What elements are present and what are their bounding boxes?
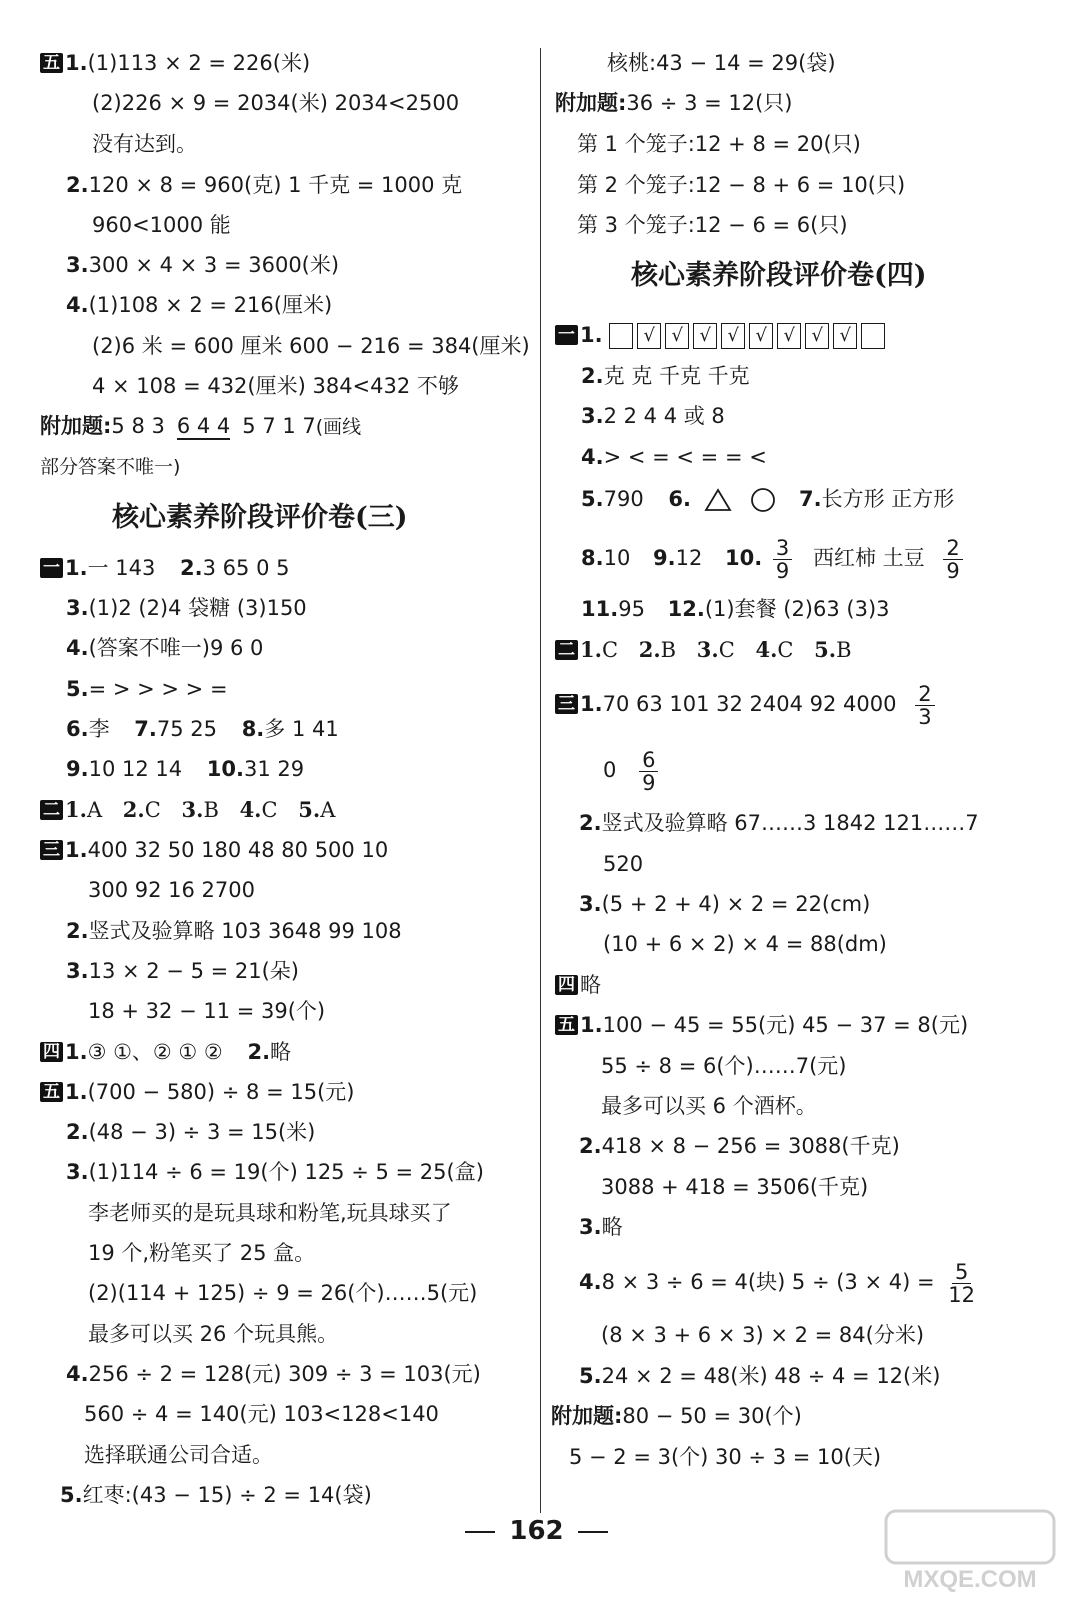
section-title-4: 核心素养阶段评价卷(四) bbox=[631, 260, 927, 291]
answer-line: 4.8 × 3 ÷ 6 = 4(块) 5 ÷ (3 × 4) = $\frac{5}{12}$ bbox=[579, 1254, 982, 1310]
page-dash-left bbox=[465, 1531, 495, 1533]
answer-line: 4.256 ÷ 2 = 128(元) 309 ÷ 3 = 103(元) bbox=[66, 1362, 481, 1386]
answer-line: 第 1 个笼子:12 + 8 = 20(只) bbox=[577, 132, 861, 156]
underlined-answer: 6 4 4 bbox=[176, 414, 231, 438]
section-title-3: 核心素养阶段评价卷(三) bbox=[112, 502, 408, 533]
check-box: √ bbox=[665, 323, 689, 349]
answer-line: 4 × 108 = 432(厘米) 384<432 不够 bbox=[92, 374, 459, 398]
answer-line: 3088 + 418 = 3506(千克) bbox=[601, 1175, 869, 1199]
answer-line: 9.10 12 14 10.31 29 bbox=[66, 757, 305, 781]
fraction: $\frac{2}{3}$ bbox=[915, 683, 934, 728]
answer-line: 4.> < = < = = < bbox=[581, 445, 767, 469]
section-mark-five: 五 bbox=[40, 1082, 63, 1102]
section-mark-five: 五 bbox=[555, 1015, 578, 1035]
answer-line: 2.竖式及验算略 103 3648 99 108 bbox=[66, 919, 402, 943]
answer-line: 没有达到。 bbox=[92, 132, 197, 156]
answer-line: 三 1.400 32 50 180 48 80 500 10 bbox=[40, 835, 388, 865]
answer-line: 选择联通公司合适。 bbox=[84, 1443, 273, 1467]
answer-line: 5.790 6. 7.长方形 正方形 bbox=[581, 487, 955, 511]
answer-line: 5.24 × 2 = 48(米) 48 ÷ 4 = 12(米) bbox=[579, 1364, 941, 1388]
answer-line: (2)(114 + 125) ÷ 9 = 26(个)……5(元) bbox=[88, 1281, 478, 1305]
section-mark-four: 四 bbox=[555, 975, 578, 995]
watermark-logo bbox=[880, 1505, 1060, 1595]
check-box bbox=[861, 323, 885, 349]
answer-line: (2)226 × 9 = 2034(米) 2034<2500 bbox=[92, 91, 460, 115]
answer-line: 一 1.一 143 2.3 65 0 5 bbox=[40, 553, 289, 583]
answer-line: 3.300 × 4 × 3 = 3600(米) bbox=[66, 253, 340, 277]
answer-line: 18 + 32 − 11 = 39(个) bbox=[88, 999, 326, 1023]
answer-line: 5.红枣:(43 − 15) ÷ 2 = 14(袋) bbox=[60, 1483, 372, 1507]
answer-line: 19 个,粉笔买了 25 盒。 bbox=[88, 1241, 316, 1265]
answer-line: 二 1.C 2.B 3.C 4.C 5.B bbox=[555, 635, 852, 665]
answer-line: 3.(5 + 2 + 4) × 2 = 22(cm) bbox=[579, 892, 871, 916]
answer-line: 三 1.70 63 101 32 2404 92 4000 $\frac{2}{3}$ bbox=[555, 676, 939, 732]
section-mark-two: 二 bbox=[40, 800, 63, 820]
answer-line: 五 1.(1)113 × 2 = 226(米) bbox=[40, 48, 310, 78]
answer-line: 3.2 2 4 4 或 8 bbox=[581, 404, 725, 428]
answer-line: 5.= > > > > = bbox=[66, 677, 228, 701]
answer-line: 2.克 克 千克 千克 bbox=[581, 364, 750, 388]
answer-line: 五 1.(700 − 580) ÷ 8 = 15(元) bbox=[40, 1077, 354, 1107]
check-box: √ bbox=[805, 323, 829, 349]
answer-line: 核桃:43 − 14 = 29(袋) bbox=[607, 51, 836, 75]
answer-line: 4.(1)108 × 2 = 216(厘米) bbox=[66, 293, 333, 317]
answer-line: 四 1.③ ①、② ① ② 2.略 bbox=[40, 1037, 291, 1067]
answer-line: 11.95 12.(1)套餐 (2)63 (3)3 bbox=[581, 597, 890, 621]
answer-line: (10 + 6 × 2) × 4 = 88(dm) bbox=[603, 932, 887, 956]
answer-line: 2.竖式及验算略 67……3 1842 121……7 bbox=[579, 811, 979, 835]
answer-line: 李老师买的是玩具球和粉笔,玩具球买了 bbox=[88, 1201, 452, 1225]
answer-line: 3.13 × 2 − 5 = 21(朵) bbox=[66, 959, 299, 983]
answer-line: 最多可以买 6 个酒杯。 bbox=[601, 1094, 817, 1118]
page-dash-right bbox=[578, 1531, 608, 1533]
answer-line: 3.(1)114 ÷ 6 = 19(个) 125 ÷ 5 = 25(盒) bbox=[66, 1160, 484, 1184]
answer-line: (2)6 米 = 600 厘米 600 − 216 = 384(厘米) bbox=[92, 334, 530, 358]
section-mark-three: 三 bbox=[555, 694, 578, 714]
check-box: √ bbox=[749, 323, 773, 349]
answer-line: 二 1.A 2.C 3.B 4.C 5.A bbox=[40, 795, 335, 825]
answer-line: 2.(48 − 3) ÷ 3 = 15(米) bbox=[66, 1120, 316, 1144]
answer-line: 300 92 16 2700 bbox=[88, 878, 255, 902]
answer-line: 55 ÷ 8 = 6(个)……7(元) bbox=[601, 1054, 847, 1078]
fraction: $\frac{2}{9}$ bbox=[943, 537, 962, 582]
answer-line: 2.120 × 8 = 960(克) 1 千克 = 1000 克 bbox=[66, 173, 463, 197]
answer-line: 8.10 9.12 10. $\frac{3}{9}$ 西红柿 土豆 $\frac{2}{9}$ bbox=[581, 530, 967, 586]
column-divider bbox=[540, 48, 541, 1513]
check-box: √ bbox=[833, 323, 857, 349]
fraction: $\frac{6}{9}$ bbox=[639, 749, 658, 794]
section-mark-two: 二 bbox=[555, 640, 578, 660]
check-box: √ bbox=[637, 323, 661, 349]
answer-line: 2.418 × 8 − 256 = 3088(千克) bbox=[579, 1134, 900, 1158]
answer-line: 520 bbox=[603, 852, 644, 876]
fraction: $\frac{3}{9}$ bbox=[773, 537, 792, 582]
section-mark-one: 一 bbox=[40, 558, 63, 578]
bonus-line: 附加题:36 ÷ 3 = 12(只) bbox=[555, 91, 793, 115]
section-mark-four: 四 bbox=[40, 1042, 63, 1062]
answer-line: 3.略 bbox=[579, 1215, 623, 1239]
fraction: $\frac{5}{12}$ bbox=[948, 1259, 975, 1307]
answer-line: 3.(1)2 (2)4 袋糖 (3)150 bbox=[66, 596, 307, 620]
answer-line: 第 2 个笼子:12 − 8 + 6 = 10(只) bbox=[577, 173, 906, 197]
check-box: √ bbox=[693, 323, 717, 349]
check-box: √ bbox=[777, 323, 801, 349]
answer-line: 五 1.100 − 45 = 55(元) 45 − 37 = 8(元) bbox=[555, 1010, 968, 1040]
watermark-text: MXQE.COM bbox=[903, 1566, 1037, 1593]
section-mark-three: 三 bbox=[40, 840, 63, 860]
section-mark-five: 五 bbox=[40, 53, 63, 73]
bonus-line: 附加题:80 − 50 = 30(个) bbox=[551, 1404, 802, 1428]
bonus-line: 附加题:5 8 3 6 4 4 5 7 1 7(画线 bbox=[40, 414, 362, 438]
triangle-icon bbox=[704, 488, 732, 512]
answer-line: 0 $\frac{6}{9}$ bbox=[603, 742, 662, 798]
answer-line: 960<1000 能 bbox=[92, 213, 231, 237]
answer-line: 5 − 2 = 3(个) 30 ÷ 3 = 10(天) bbox=[569, 1445, 882, 1469]
answer-line: 4.(答案不唯一)9 6 0 bbox=[66, 636, 264, 660]
answer-line: 6.李 7.75 25 8.多 1 41 bbox=[66, 717, 339, 741]
answer-line: 四 略 bbox=[555, 970, 601, 1000]
bonus-note: 部分答案不唯一) bbox=[40, 456, 181, 478]
section-mark-one: 一 bbox=[555, 325, 578, 345]
answer-line: 最多可以买 26 个玩具熊。 bbox=[88, 1322, 339, 1346]
answer-line: 一 1. √ √ √ √ √ √ √ √ bbox=[555, 318, 885, 352]
answer-line: 560 ÷ 4 = 140(元) 103<128<140 bbox=[84, 1402, 439, 1426]
check-boxes bbox=[609, 323, 885, 349]
page-number: 162 bbox=[0, 1516, 1073, 1546]
circle-icon bbox=[750, 487, 776, 513]
answer-line: 第 3 个笼子:12 − 6 = 6(只) bbox=[577, 213, 848, 237]
check-box bbox=[609, 323, 633, 349]
answer-line: (8 × 3 + 6 × 3) × 2 = 84(分米) bbox=[601, 1323, 925, 1347]
check-box: √ bbox=[721, 323, 745, 349]
